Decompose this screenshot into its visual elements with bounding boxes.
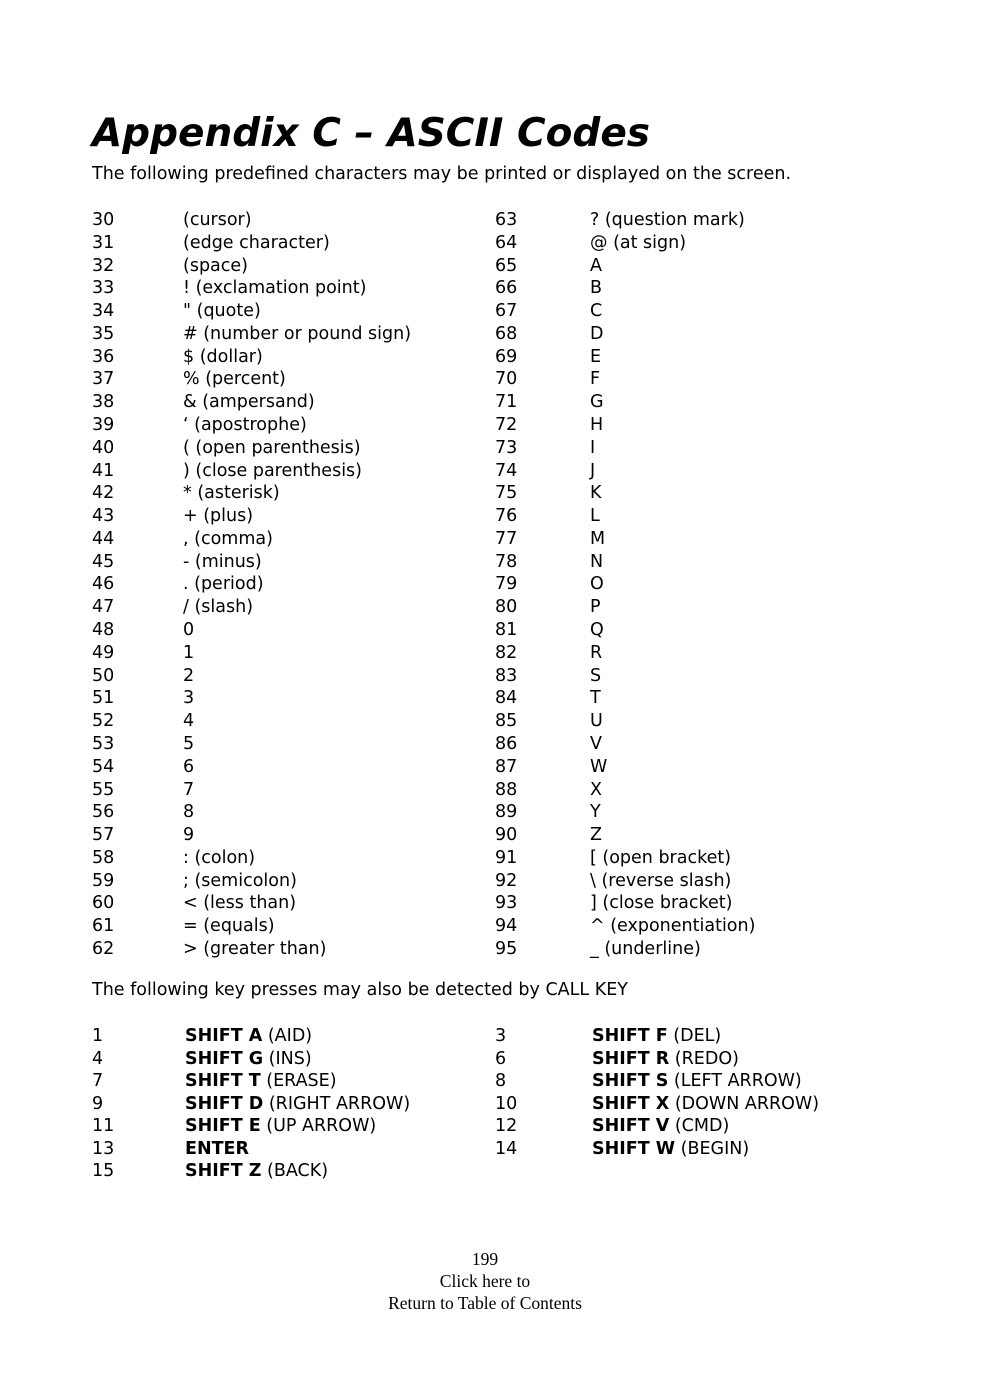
key-code-left: 1 [92,1026,104,1046]
key-code-left: 7 [92,1071,104,1091]
ascii-char-left: ( (open parenthesis) [183,437,361,458]
ascii-code-left: 32 [92,255,115,276]
ascii-char-left: (edge character) [183,232,330,253]
ascii-char-right: L [590,506,600,527]
ascii-code-left: 54 [92,756,115,777]
ascii-char-right: \ (reverse slash) [590,870,732,891]
ascii-code-right: 66 [495,278,518,299]
ascii-char-left: ; (semicolon) [183,870,297,891]
ascii-char-left: 2 [183,665,195,686]
ascii-row [0,232,984,255]
ascii-code-right: 76 [495,506,518,527]
ascii-code-right: 86 [495,733,518,754]
key-row [0,1070,984,1093]
ascii-char-left: : (colon) [183,847,256,868]
ascii-char-left: ! (exclamation point) [183,278,367,299]
ascii-code-right: 71 [495,392,518,413]
ascii-code-right: 94 [495,916,518,937]
key-label-left: (RIGHT ARROW) [263,1093,411,1114]
ascii-row [0,824,984,847]
ascii-char-right: V [590,733,602,754]
ascii-code-left: 50 [92,665,115,686]
ascii-row [0,915,984,938]
key-label-left: (BACK) [261,1161,329,1181]
ascii-code-right: 89 [495,802,518,823]
ascii-char-left: < (less than) [183,893,297,914]
ascii-char-left: & (ampersand) [183,392,315,413]
ascii-code-right: 93 [495,893,518,914]
ascii-char-left: 1 [183,642,195,663]
ascii-code-left: 38 [92,392,115,413]
ascii-char-left: * (asterisk) [183,483,280,504]
key-code-right: 12 [495,1116,518,1136]
ascii-row [0,551,984,574]
ascii-code-left: 52 [92,711,115,732]
key-code-right: 8 [495,1071,507,1091]
ascii-char-right: ^ (exponentiation) [590,916,756,937]
key-code-left: 15 [92,1161,115,1181]
ascii-char-right: A [590,255,602,276]
ascii-row [0,892,984,915]
ascii-char-left: 3 [183,688,195,709]
ascii-code-left: 51 [92,688,115,709]
ascii-code-right: 78 [495,551,518,572]
ascii-code-right: 67 [495,301,518,322]
key-label-right: (CMD) [669,1116,730,1136]
key-code-right: 3 [495,1026,507,1046]
ascii-code-left: 33 [92,278,115,299]
ascii-char-left: 4 [183,711,195,732]
ascii-code-right: 82 [495,642,518,663]
ascii-char-left: ) (close parenthesis) [183,460,362,481]
ascii-code-right: 77 [495,528,518,549]
ascii-char-right: D [590,323,604,344]
ascii-code-left: 62 [92,938,115,959]
key-label-left: (ERASE) [260,1071,337,1091]
key-desc-left [185,1160,328,1183]
ascii-char-right: E [590,346,602,367]
ascii-char-right: T [590,688,601,709]
ascii-code-right: 72 [495,415,518,436]
ascii-char-left: - (minus) [183,551,262,572]
ascii-char-right: F [590,369,601,390]
ascii-char-right: M [590,528,606,549]
key-code-right: 14 [495,1138,518,1159]
intro-characters: The following predefined characters may be printed or displayed on the screen. [92,164,792,184]
ascii-code-left: 35 [92,323,115,344]
ascii-char-left: ‘ (apostrophe) [183,415,307,436]
ascii-char-left: 7 [183,779,195,800]
key-desc-right [592,1138,749,1161]
ascii-row [0,209,984,232]
ascii-row [0,255,984,278]
ascii-code-right: 74 [495,460,518,481]
key-desc-right [592,1115,729,1138]
ascii-char-left: 5 [183,733,195,754]
ascii-row [0,460,984,483]
key-desc-left [185,1093,410,1116]
key-name-right: SHIFT W [592,1138,676,1159]
ascii-code-left: 41 [92,460,115,481]
ascii-row [0,801,984,824]
ascii-row [0,642,984,665]
ascii-code-right: 65 [495,255,518,276]
key-desc-left [185,1048,312,1071]
key-desc-right [592,1048,739,1071]
ascii-char-left: / (slash) [183,597,254,618]
ascii-code-right: 87 [495,756,518,777]
ascii-code-right: 90 [495,825,518,846]
ascii-code-left: 46 [92,574,115,595]
page-number: 199 [471,1249,499,1269]
ascii-char-right: U [590,711,603,732]
ascii-row [0,482,984,505]
key-name-right: SHIFT X [592,1093,670,1114]
ascii-char-right: @ (at sign) [590,232,687,253]
key-code-left: 4 [92,1048,104,1069]
ascii-code-left: 57 [92,825,115,846]
ascii-row [0,665,984,688]
key-name-left: SHIFT Z [185,1161,262,1181]
key-name-right: SHIFT S [592,1071,669,1091]
ascii-code-left: 36 [92,346,115,367]
key-desc-right [592,1070,802,1093]
ascii-char-right: [ (open bracket) [590,847,732,868]
ascii-code-left: 49 [92,642,115,663]
ascii-code-right: 84 [495,688,518,709]
ascii-row [0,505,984,528]
key-label-right: (BEGIN) [675,1138,750,1159]
ascii-code-right: 92 [495,870,518,891]
page-footer [0,1248,970,1314]
ascii-row [0,346,984,369]
ascii-char-left: 6 [183,756,195,777]
ascii-code-right: 75 [495,483,518,504]
ascii-char-right: H [590,415,604,436]
ascii-row [0,847,984,870]
key-desc-left [185,1138,249,1161]
key-desc-left [185,1070,337,1093]
ascii-code-left: 43 [92,506,115,527]
ascii-row [0,300,984,323]
ascii-char-left: 8 [183,802,195,823]
key-code-right: 6 [495,1048,507,1069]
ascii-code-right: 83 [495,665,518,686]
ascii-row [0,368,984,391]
ascii-code-right: 69 [495,346,518,367]
ascii-row [0,870,984,893]
ascii-row [0,323,984,346]
ascii-char-right: I [590,437,596,458]
ascii-row [0,596,984,619]
ascii-code-left: 40 [92,437,115,458]
ascii-code-left: 44 [92,528,115,549]
ascii-char-right: Z [590,825,602,846]
ascii-char-left: (space) [183,255,248,276]
key-code-left: 11 [92,1116,115,1136]
ascii-char-right: B [590,278,603,299]
ascii-char-left: = (equals) [183,916,275,937]
key-label-left: (UP ARROW) [260,1116,377,1136]
ascii-code-left: 37 [92,369,115,390]
toc-link-line2[interactable]: Return to Table of Contents [388,1293,582,1313]
ascii-code-right: 73 [495,437,518,458]
key-desc-left [185,1115,376,1138]
ascii-row [0,710,984,733]
ascii-char-left: 0 [183,620,195,641]
ascii-row [0,573,984,596]
key-name-left: SHIFT A [185,1026,263,1046]
key-name-left: ENTER [185,1138,249,1159]
ascii-char-right: ? (question mark) [590,210,745,230]
key-name-left: SHIFT D [185,1093,264,1114]
ascii-char-right: N [590,551,604,572]
key-label-left: (AID) [262,1026,313,1046]
key-row [0,1048,984,1071]
ascii-char-right: C [590,301,603,322]
ascii-code-right: 80 [495,597,518,618]
key-name-right: SHIFT F [592,1026,668,1046]
key-code-left: 9 [92,1093,104,1114]
key-name-left: SHIFT G [185,1048,264,1069]
key-row [0,1093,984,1116]
key-label-left: (INS) [263,1048,312,1069]
key-desc-left [185,1025,312,1048]
ascii-char-left: , (comma) [183,528,273,549]
key-label-right: (DEL) [667,1026,722,1046]
key-name-right: SHIFT V [592,1116,670,1136]
ascii-code-right: 63 [495,210,518,230]
ascii-char-right: _ (underline) [590,938,701,959]
ascii-code-right: 81 [495,620,518,641]
ascii-char-right: J [590,460,596,481]
ascii-char-left: > (greater than) [183,938,327,959]
ascii-row [0,687,984,710]
ascii-row [0,619,984,642]
key-name-left: SHIFT T [185,1071,261,1091]
ascii-code-left: 61 [92,916,115,937]
ascii-row [0,414,984,437]
ascii-code-left: 31 [92,232,115,253]
key-label-right: (DOWN ARROW) [669,1093,820,1114]
intro-key-presses: The following key presses may also be detected by CALL KEY [92,980,628,1000]
ascii-code-right: 95 [495,938,518,959]
key-row [0,1115,984,1138]
ascii-char-left: + (plus) [183,506,254,527]
key-code-left: 13 [92,1138,115,1159]
key-label-right: (LEFT ARROW) [668,1071,802,1091]
ascii-char-right: W [590,756,608,777]
ascii-code-left: 42 [92,483,115,504]
ascii-char-right: P [590,597,601,618]
ascii-code-left: 34 [92,301,115,322]
ascii-row [0,277,984,300]
ascii-char-left: # (number or pound sign) [183,323,412,344]
ascii-code-left: 58 [92,847,115,868]
ascii-code-left: 60 [92,893,115,914]
ascii-char-left: " (quote) [183,301,261,322]
ascii-code-right: 70 [495,369,518,390]
ascii-code-left: 30 [92,210,115,230]
ascii-row [0,391,984,414]
ascii-code-left: 39 [92,415,115,436]
ascii-code-left: 55 [92,779,115,800]
ascii-char-left: (cursor) [183,210,252,230]
key-row [0,1160,984,1183]
ascii-row [0,779,984,802]
page-title: Appendix C – ASCII Codes [92,111,651,156]
ascii-char-left: 9 [183,825,195,846]
ascii-code-left: 59 [92,870,115,891]
ascii-code-left: 47 [92,597,115,618]
ascii-char-right: Y [590,802,601,823]
ascii-row [0,528,984,551]
ascii-code-right: 79 [495,574,518,595]
ascii-char-left: $ (dollar) [183,346,263,367]
ascii-char-right: X [590,779,602,800]
ascii-char-right: R [590,642,603,663]
key-name-left: SHIFT E [185,1116,261,1136]
key-row [0,1025,984,1048]
ascii-char-right: S [590,665,602,686]
ascii-char-right: ] (close bracket) [590,893,733,914]
ascii-code-left: 48 [92,620,115,641]
ascii-code-left: 56 [92,802,115,823]
key-name-right: SHIFT R [592,1048,670,1069]
ascii-char-left: . (period) [183,574,264,595]
ascii-char-left: % (percent) [183,369,286,390]
ascii-char-right: Q [590,620,604,641]
ascii-row [0,756,984,779]
ascii-char-right: G [590,392,604,413]
ascii-code-left: 45 [92,551,115,572]
ascii-char-right: O [590,574,604,595]
ascii-row [0,437,984,460]
key-label-right: (REDO) [669,1048,739,1069]
ascii-row [0,938,984,961]
key-code-right: 10 [495,1093,518,1114]
ascii-char-right: K [590,483,602,504]
ascii-code-right: 88 [495,779,518,800]
ascii-code-left: 53 [92,733,115,754]
ascii-code-right: 85 [495,711,518,732]
ascii-code-right: 64 [495,232,518,253]
key-row [0,1138,984,1161]
key-desc-right [592,1093,819,1116]
key-desc-right [592,1025,721,1048]
ascii-row [0,733,984,756]
toc-link-line1[interactable]: Click here to [439,1271,531,1291]
ascii-code-right: 91 [495,847,518,868]
ascii-code-right: 68 [495,323,518,344]
